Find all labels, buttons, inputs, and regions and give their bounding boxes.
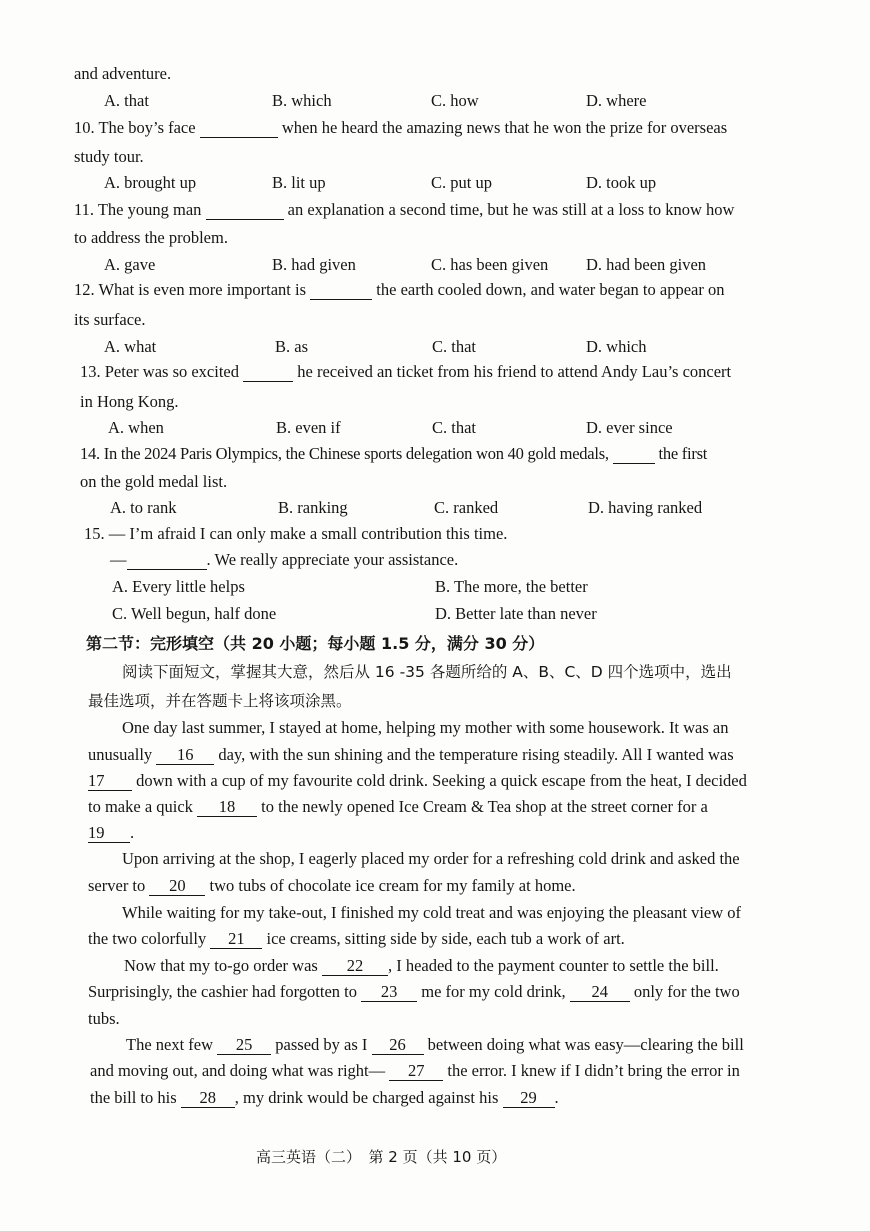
q15-option-b: B. The more, the better xyxy=(435,577,588,596)
q11-option-c: C. has been given xyxy=(431,255,549,274)
q14-stem: 14. In the 2024 Paris Olympics, the Chinese sports delegation won 40 gold medals, the first xyxy=(80,444,708,463)
passage-p4-line1: Now that my to-go order was 22 , I headed to the payment counter to settle the bill. xyxy=(124,956,719,975)
blank-25: 25 xyxy=(217,1037,271,1055)
passage-p2-line2: server to 20 two tubs of chocolate ice cream for my family at home. xyxy=(88,876,576,895)
q9-option-c: C. how xyxy=(431,91,479,110)
passage-p2-line1: Upon arriving at the shop, I eagerly placed my order for a refreshing cold drink and asked the xyxy=(122,849,740,868)
q15-blank xyxy=(127,552,207,570)
passage-p4-line2: Surprisingly, the cashier had forgotten to 23 me for my cold drink, 24 only for the two xyxy=(88,982,740,1001)
q10-option-c: C. put up xyxy=(431,173,492,192)
q11-option-a: A. gave xyxy=(104,255,156,274)
q13-stem-cont: in Hong Kong. xyxy=(80,392,179,411)
blank-28: 28 xyxy=(181,1090,235,1108)
q12-option-c: C. that xyxy=(432,337,476,356)
passage-p4-line3: tubs. xyxy=(88,1009,120,1028)
q13-option-a: A. when xyxy=(108,418,164,437)
section2-instruction-1: 阅读下面短文，掌握其大意，然后从 16 -35 各题所给的 A、B、C、D 四个选项中，选出 xyxy=(122,663,732,681)
blank-21: 21 xyxy=(210,931,262,949)
q13-stem: 13. Peter was so excited he received an ticket from his friend to attend Andy Lau’s concert xyxy=(80,362,732,381)
q15-option-a: A. Every little helps xyxy=(112,577,245,596)
q9-option-a: A. that xyxy=(104,91,149,110)
q14-option-c: C. ranked xyxy=(434,498,499,517)
q10-option-b: B. lit up xyxy=(272,173,326,192)
passage-p1-line2: unusually 16 day, with the sun shining and the temperature rising steadily. All I wanted was xyxy=(88,745,734,764)
q13-option-c: C. that xyxy=(432,418,476,437)
blank-29: 29 xyxy=(503,1090,555,1108)
q11-option-d: D. had been given xyxy=(586,255,707,274)
q15-option-d: D. Better late than never xyxy=(435,604,597,623)
passage-p3-line1: While waiting for my take-out, I finished my cold treat and was enjoying the pleasant view of xyxy=(122,903,742,922)
section2-heading: 第二节：完形填空（共 20 小题；每小题 1.5 分，满分 30 分） xyxy=(86,634,545,653)
passage-p1-line4: to make a quick 18 to the newly opened Ice Cream & Tea shop at the street corner for a xyxy=(88,797,708,816)
q12-stem: 12. What is even more important is the earth cooled down, and water began to appear on xyxy=(74,280,725,299)
q10-option-a: A. brought up xyxy=(104,173,197,192)
q10-stem: 10. The boy’s face when he heard the amazing news that he won the prize for overseas xyxy=(74,118,728,137)
blank-18: 18 xyxy=(197,799,257,817)
q14-stem-cont: on the gold medal list. xyxy=(80,472,228,491)
q14-blank xyxy=(613,446,655,464)
passage-p5-line2: and moving out, and doing what was right— 27 the error. I knew if I didn’t bring the error in xyxy=(90,1061,740,1080)
q10-option-d: D. took up xyxy=(586,173,657,192)
q11-stem-cont: to address the problem. xyxy=(74,228,228,247)
blank-16: 16 xyxy=(156,747,214,765)
q15-option-c: C. Well begun, half done xyxy=(112,604,277,623)
q13-blank xyxy=(243,364,293,382)
passage-p1-line1: One day last summer, I stayed at home, helping my mother with some housework. It was an xyxy=(122,718,729,737)
section2-instruction-2: 最佳选项，并在答题卡上将该项涂黑。 xyxy=(88,692,352,710)
q12-option-b: B. as xyxy=(275,337,308,356)
blank-22: 22 xyxy=(322,958,388,976)
q10-blank xyxy=(200,120,278,138)
passage-p3-line2: the two colorfully 21 ice creams, sitting side by side, each tub a work of art. xyxy=(88,929,625,948)
page-footer: 高三英语（二） 第 2 页（共 10 页） xyxy=(256,1148,507,1166)
q12-option-a: A. what xyxy=(104,337,157,356)
q13-option-b: B. even if xyxy=(276,418,341,437)
q9-option-b: B. which xyxy=(272,91,332,110)
q9-option-d: D. where xyxy=(586,91,647,110)
q11-option-b: B. had given xyxy=(272,255,356,274)
blank-20: 20 xyxy=(149,878,205,896)
q14-option-b: B. ranking xyxy=(278,498,348,517)
q14-option-a: A. to rank xyxy=(110,498,177,517)
q15-line2: — . We really appreciate your assistance. xyxy=(110,550,459,569)
q11-blank xyxy=(206,202,284,220)
blank-23: 23 xyxy=(361,984,417,1002)
passage-p1-line3: 17 down with a cup of my favourite cold drink. Seeking a quick escape from the heat, I decided xyxy=(88,771,747,790)
q10-stem-cont: study tour. xyxy=(74,147,144,166)
passage-p5-line3: the bill to his 28 , my drink would be charged against his 29 . xyxy=(90,1088,559,1107)
blank-19: 19 xyxy=(88,825,130,843)
passage-p1-line5: 19 . xyxy=(88,823,135,842)
blank-27: 27 xyxy=(389,1063,443,1081)
q15-line1: 15. — I’m afraid I can only make a small contribution this time. xyxy=(84,524,508,543)
q14-option-d: D. having ranked xyxy=(588,498,703,517)
q12-option-d: D. which xyxy=(586,337,647,356)
q13-option-d: D. ever since xyxy=(586,418,673,437)
blank-24: 24 xyxy=(570,984,630,1002)
passage-p5-line1: The next few 25 passed by as I 26 between doing what was easy—clearing the bill xyxy=(126,1035,744,1054)
blank-17: 17 xyxy=(88,773,132,791)
q9-tail: and adventure. xyxy=(74,64,172,83)
q11-stem: 11. The young man an explanation a second time, but he was still at a loss to know how xyxy=(74,200,735,219)
q12-blank xyxy=(310,282,372,300)
blank-26: 26 xyxy=(372,1037,424,1055)
q12-stem-cont: its surface. xyxy=(74,310,146,329)
